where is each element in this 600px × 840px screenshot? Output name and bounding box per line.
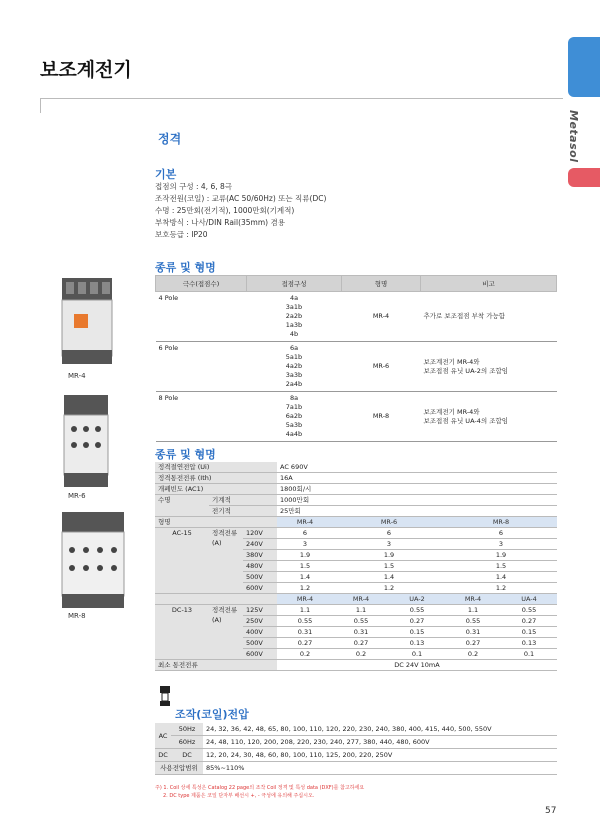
value-cell: 0.2 xyxy=(445,649,501,660)
image-caption: MR-8 xyxy=(68,612,86,620)
coil-icon xyxy=(158,686,172,706)
page-number: 57 xyxy=(545,806,557,816)
coil-value: 12, 20, 24, 30, 48, 60, 80, 100, 110, 125, 200, 220, 250V xyxy=(203,749,557,762)
value-cell: 1.1 xyxy=(333,605,389,616)
spec-label: 수명 xyxy=(155,495,209,517)
model-header: MR-4 xyxy=(277,517,333,528)
page-title: 보조계전기 xyxy=(40,59,132,81)
spec-label: 전기적 xyxy=(209,506,277,517)
contacts-cell: 6a 5a1b 4a2b 3a3b 2a4b xyxy=(247,342,342,392)
value-cell: 1.4 xyxy=(445,572,557,583)
value-cell: 0.1 xyxy=(501,649,557,660)
pole-cell: 6 Pole xyxy=(156,342,247,392)
types-table xyxy=(155,275,557,442)
relay-image-mr6 xyxy=(62,395,110,487)
value-cell: 0.31 xyxy=(333,627,389,638)
voltage-cell: 240V xyxy=(243,539,277,550)
value-cell: 1.9 xyxy=(445,550,557,561)
model-cell: MR-8 xyxy=(342,392,421,442)
voltage-cell: 500V xyxy=(243,638,277,649)
value-cell: 1.9 xyxy=(333,550,445,561)
column-header: 접점구성 xyxy=(247,276,342,292)
value-cell: 6 xyxy=(277,528,333,539)
value-cell: 0.13 xyxy=(501,638,557,649)
value-cell: 0.55 xyxy=(445,616,501,627)
relay-image-mr4 xyxy=(60,278,115,366)
basic-line: 수명 : 25만회(전기적), 1000만회(기계적) xyxy=(155,206,295,215)
value-cell: 1.1 xyxy=(445,605,501,616)
value-cell: 1.5 xyxy=(445,561,557,572)
spec-value: 1000만회 xyxy=(277,495,557,506)
value-cell: 0.15 xyxy=(501,627,557,638)
contacts-cell: 4a 3a1b 2a2b 1a3b 4b xyxy=(247,292,342,342)
chapter-tab-blue xyxy=(568,37,600,97)
top-rule-divider xyxy=(40,98,563,113)
chapter-tab-red xyxy=(568,168,600,187)
note-cell: 보조계전기 MR-4와 보조접점 유닛 UA-4의 조합임 xyxy=(421,392,557,442)
value-cell: 1.1 xyxy=(277,605,333,616)
value-cell: 1.5 xyxy=(277,561,333,572)
voltage-cell: 600V xyxy=(243,583,277,594)
column-header: 극수(접점수) xyxy=(156,276,247,292)
image-caption: MR-4 xyxy=(68,372,86,380)
coil-ac-label: AC xyxy=(155,723,171,749)
model-header: MR-6 xyxy=(333,517,445,528)
spec-value: DC 24V 10mA xyxy=(277,660,557,671)
value-cell: 3 xyxy=(277,539,333,550)
table-row xyxy=(156,392,557,442)
value-cell: 0.13 xyxy=(389,638,445,649)
spec-heading: 종류 및 형명 xyxy=(155,448,216,461)
spec-label: 정격통전전류 (Ith) xyxy=(155,473,277,484)
amp-text: (A) xyxy=(212,539,222,547)
voltage-cell: 500V xyxy=(243,572,277,583)
spec-label: 개폐빈도 (AC1) xyxy=(155,484,277,495)
spec-value: AC 690V xyxy=(277,462,557,473)
value-cell: 6 xyxy=(445,528,557,539)
coil-table xyxy=(155,723,557,775)
value-cell: 1.2 xyxy=(445,583,557,594)
model-header: MR-4 xyxy=(277,594,333,605)
model-cell: MR-6 xyxy=(342,342,421,392)
pole-cell: 8 Pole xyxy=(156,392,247,442)
voltage-cell: 400V xyxy=(243,627,277,638)
coil-dc-sub: DC xyxy=(171,749,203,762)
coil-value: 24, 48, 110, 120, 200, 208, 220, 230, 240, 277, 380, 440, 480, 600V xyxy=(203,736,557,749)
spec-table xyxy=(155,462,557,671)
value-cell: 1.5 xyxy=(333,561,445,572)
value-cell: 0.15 xyxy=(389,627,445,638)
value-cell: 0.1 xyxy=(389,649,445,660)
model-header: MR-8 xyxy=(445,517,557,528)
voltage-cell: 250V xyxy=(243,616,277,627)
value-cell: 0.55 xyxy=(277,616,333,627)
voltage-cell: 380V xyxy=(243,550,277,561)
coil-value: 85%~110% xyxy=(203,762,557,775)
value-cell: 3 xyxy=(333,539,445,550)
model-header: MR-4 xyxy=(333,594,389,605)
voltage-cell: 120V xyxy=(243,528,277,539)
coil-heading: 조작(코일)전압 xyxy=(175,708,249,721)
basic-line: 접점의 구성 : 4, 6, 8극 xyxy=(155,182,232,191)
coil-dc-label: DC xyxy=(155,749,171,762)
footnote: 2. DC type 제품은 코일 단자부 배선시 +, - 극성에 유의해 주십시오. xyxy=(163,793,315,799)
value-cell: 1.9 xyxy=(277,550,333,561)
coil-range-label: 사용전압범위 xyxy=(155,762,203,775)
value-cell: 1.2 xyxy=(277,583,333,594)
value-cell: 0.27 xyxy=(389,616,445,627)
image-caption: MR-6 xyxy=(68,492,86,500)
table-row xyxy=(156,342,557,392)
value-cell: 6 xyxy=(333,528,445,539)
model-header: UA-2 xyxy=(389,594,445,605)
value-cell: 0.31 xyxy=(277,627,333,638)
types-heading: 종류 및 형명 xyxy=(155,261,216,274)
value-cell: 0.55 xyxy=(389,605,445,616)
value-cell: 1.4 xyxy=(333,572,445,583)
value-cell: 0.55 xyxy=(501,605,557,616)
value-cell: 3 xyxy=(445,539,557,550)
contacts-cell: 8a 7a1b 6a2b 5a3b 4a4b xyxy=(247,392,342,442)
rated-current-label xyxy=(209,605,243,660)
coil-value: 24, 32, 36, 42, 48, 65, 80, 100, 110, 120, 220, 230, 240, 380, 400, 415, 440, 500, 550V xyxy=(203,723,557,736)
rated-current-label xyxy=(209,528,243,594)
brand-label: Metasol xyxy=(567,110,580,163)
relay-image-mr8 xyxy=(58,512,128,608)
spec-value: 25만회 xyxy=(277,506,557,517)
ac-category: AC-15 xyxy=(155,528,209,594)
table-row xyxy=(156,292,557,342)
spec-label: 형명 xyxy=(155,517,277,528)
voltage-cell: 600V xyxy=(243,649,277,660)
column-header: 형명 xyxy=(342,276,421,292)
value-cell: 0.2 xyxy=(333,649,389,660)
model-header: MR-4 xyxy=(445,594,501,605)
note-cell: 보조계전기 MR-4와 보조접점 유닛 UA-2의 조합임 xyxy=(421,342,557,392)
coil-hz-label: 60Hz xyxy=(171,736,203,749)
coil-hz-label: 50Hz xyxy=(171,723,203,736)
dc-category: DC-13 xyxy=(155,605,209,660)
pole-cell: 4 Pole xyxy=(156,292,247,342)
basic-line: 보호등급 : IP20 xyxy=(155,230,208,239)
value-cell: 0.2 xyxy=(277,649,333,660)
spec-label: 최소 통전전류 xyxy=(155,660,277,671)
value-cell: 0.27 xyxy=(333,638,389,649)
footnote: 주) 1. Coil 상세 특성은 Catalog 22 page의 조작 Coil 정격 및 특성 data (DXF)를 참고하세요 xyxy=(155,785,365,791)
voltage-cell: 480V xyxy=(243,561,277,572)
basic-line: 부착방식 : 나사/DIN Rail(35mm) 겸용 xyxy=(155,218,285,227)
amp-text: (A) xyxy=(212,616,222,624)
basic-list xyxy=(155,181,326,241)
value-cell: 0.27 xyxy=(277,638,333,649)
value-cell: 0.31 xyxy=(445,627,501,638)
spec-value: 1800회/시 xyxy=(277,484,557,495)
voltage-cell: 125V xyxy=(243,605,277,616)
value-cell: 1.2 xyxy=(333,583,445,594)
rated-current-text: 정격전류 xyxy=(212,606,238,614)
value-cell: 0.55 xyxy=(333,616,389,627)
rating-heading: 정격 xyxy=(158,132,182,146)
value-cell: 0.27 xyxy=(501,616,557,627)
value-cell: 0.27 xyxy=(445,638,501,649)
model-header: UA-4 xyxy=(501,594,557,605)
value-cell: 1.4 xyxy=(277,572,333,583)
model-cell: MR-4 xyxy=(342,292,421,342)
basic-heading: 기본 xyxy=(155,168,177,181)
column-header: 비고 xyxy=(421,276,557,292)
spec-label: 정격절연전압 (Ui) xyxy=(155,462,277,473)
spec-label: 기계적 xyxy=(209,495,277,506)
rated-current-text: 정격전류 xyxy=(212,529,238,537)
note-cell: 추가로 보조접점 부착 가능함 xyxy=(421,292,557,342)
spec-value: 16A xyxy=(277,473,557,484)
basic-line: 조작전원(코일) : 교류(AC 50/60Hz) 또는 직류(DC) xyxy=(155,194,327,203)
